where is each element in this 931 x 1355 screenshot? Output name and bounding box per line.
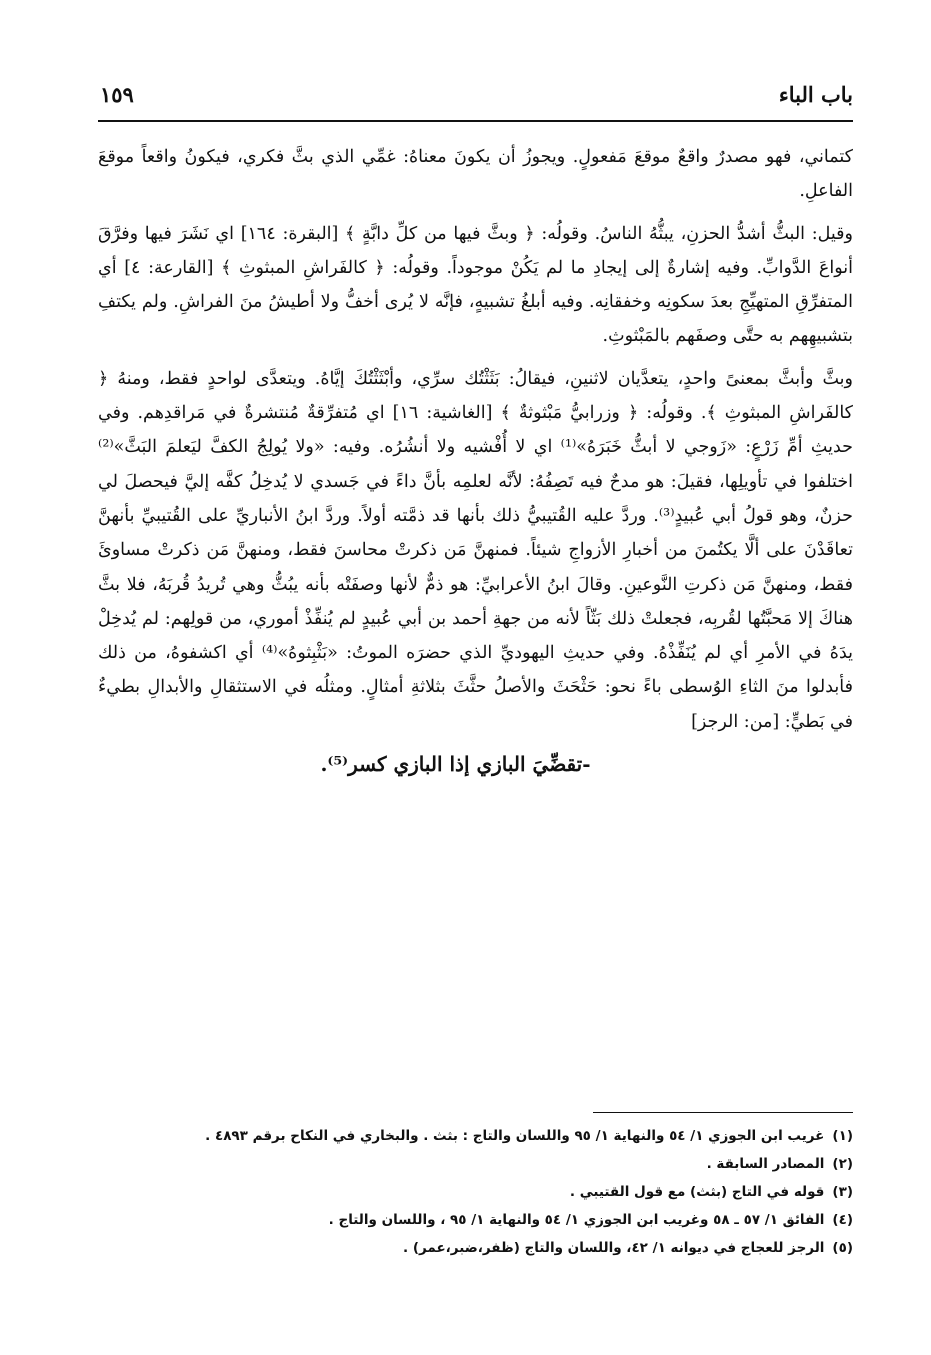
verse-quote: -تقضِّيَ البازي إذا البازي كسر⁽⁵⁾. (320, 752, 591, 777)
footnote-rule (593, 1112, 853, 1113)
footnote-2 (110, 1150, 853, 1178)
footnote-number: (١) (832, 1128, 853, 1144)
footnote-number: (٢) (832, 1156, 853, 1172)
paragraph-1: كتماني، فهو مصدرٌ واقعٌ موقعَ مَفعولٍ. ويجوزُ أن يكونَ معناهُ: غمِّي الذي بثَّ فكري، فيكونُ واقعاً موقعَ الفاعلِ. (98, 147, 853, 202)
page-header (100, 82, 853, 118)
footnote-text: قوله في التاج (بثث) مع قول القتيبي . (569, 1184, 825, 1200)
footnote-text: المصادر السابقة . (706, 1156, 825, 1172)
footnote-number: (٣) (832, 1184, 853, 1200)
chapter-title: باب الباء (778, 82, 853, 107)
page-number: ١٥٩ (100, 82, 134, 107)
footnote-text: غريب ابن الجوزي ١/ ٥٤ والنهاية ١/ ٩٥ واللسان والتاج : بثث . والبخاري في النكاح برقم ٤٨٩٣ . (205, 1128, 825, 1144)
footnote-number: (٤) (832, 1212, 853, 1228)
footnote-text: الفائق ١/ ٥٧ ـ ٥٨ وغريب ابن الجوزي ١/ ٥٤ والنهاية ١/ ٩٥ ، واللسان والتاج . (328, 1212, 825, 1228)
footnote-3 (110, 1178, 853, 1206)
paragraph-2: وقيل: البثُّ أشدُّ الحزنِ، يبثُّهُ الناسُ. وقولُه: ﴿ وبثَّ فيها من كلِّ دابَّةٍ ﴾ [البقرة: ١٦٤] اي نَشَرَ فيها وفرَّقَ أنواعَ الدَّوابِّ. وفيه إشارةٌ إلى إيجادِ ما لم يَكُنْ موجوداً. وقولُه: ﴿ كالفَراشِ المبثوثِ ﴾ [القارعة: ٤] أي المتفرِّقِ المتهيِّجِ بعدَ سكونِه وخفقانِه. وفيه أبلغُ تشبيهٍ، فإنَّه لا يُرى أخفُّ ولا أطيشُ منَ الفراشِ. ولم يكتفِ بتشبيهِهم به حتَّى وصفَهم بالمَبْثوثِ. (98, 223, 854, 347)
footnote-5 (110, 1234, 853, 1262)
main-text (98, 140, 853, 781)
footnote-1 (110, 1122, 853, 1150)
paragraph-3: وبثَّ وأبثَّ بمعنىً واحدٍ، يتعدَّيان لاثنينِ، فيقالُ: بَثَثْتُك سرِّي، وأبْثَثْتُكَ إيَّاهُ. ويتعدَّى لواحدٍ فقط، ومنهُ ﴿ كالفَراشِ المبثوثِ ﴾. وقولُه: ﴿ وزرابيُّ مَبْثوثةٌ ﴾ [الغاشية: ١٦] اي مُتفرِّقةٌ مُنتشرةٌ في مَراقدِهم. وفي حديثِ أمِّ زَرْعٍ: «زَوجي لا أبثُّ خَبَرَهُ»⁽¹⁾ اي لا أُفْشيه ولا أنشُرُه. وفيه: «ولا يُولِجُ الكفَّ ليَعلمَ البَثَّ»⁽²⁾ اختلفوا في تأويلِها، فقيلَ: هو مدحٌ فيه تَصِفُهُ: لأنَّه لعلمِه بأنَّ داءً في جَسدي لا يُدخِلُ كفَّه إليَّ فيحصلَ لي حزنٌ، وهو قولُ أبي عُبيدٍ⁽³⁾. وردَّ عليه القُتيبيُّ ذلك بأنها قد ذمَّته أولاً. وردَّ ابنُ الأنباريِّ على القُتيبيِّ بأنهنَّ تعاقَدْنَ على ألَّا يكتُمنَ من أخبارِ الأزواجِ شيئاً. فمنهنَّ مَن ذكرتْ محاسنَ فقط، ومنهنَّ مَن ذكرتْ مساوئَ فقط، ومنهنَّ مَن ذكرتِ النَّوعينِ. وقالَ ابنُ الأعرابيِّ: هو ذمٌّ لأنها وصفَتْه بأنه يبُثُّ وهي تُريدُ قُربَهُ، فلا بثَّ هناكَ إلا مَحبَّتُها لقُربِه، فجعلتْ ذلك بَثّاً لأنه من جهةِ أحمد بن أبي عُبيدٍ لم يُنفِّذْ أموري، من قولِهم: لم يُدخِلْ يدَهُ في الأمرِ أي لم يُنَفِّذْهُ. وفي حديثِ اليهوديِّ الذي حضرَه الموتُ: «بَثْبِثوهُ»⁽⁴⁾ أي اكشفوهُ، من ذلك فأبدلوا منَ الثاءِ الوُسطى باءً نحو: حَثْحَثَ والأصلُ حثَّثَ بثلاثةِ أمثالٍ. ومثلُه في الاستثقالِ والأبدالِ بطيءٌ في بَطيٍّ: [من: الرجز] (98, 368, 854, 732)
footnote-number: (٥) (832, 1240, 853, 1256)
header-rule (98, 120, 853, 122)
footnotes (110, 1122, 853, 1262)
footnote-text: الرجز للعجاج في ديوانه ١/ ٤٢، واللسان والتاج (ظفر،ضبر،عمر) . (403, 1240, 825, 1256)
footnote-4 (110, 1206, 853, 1234)
